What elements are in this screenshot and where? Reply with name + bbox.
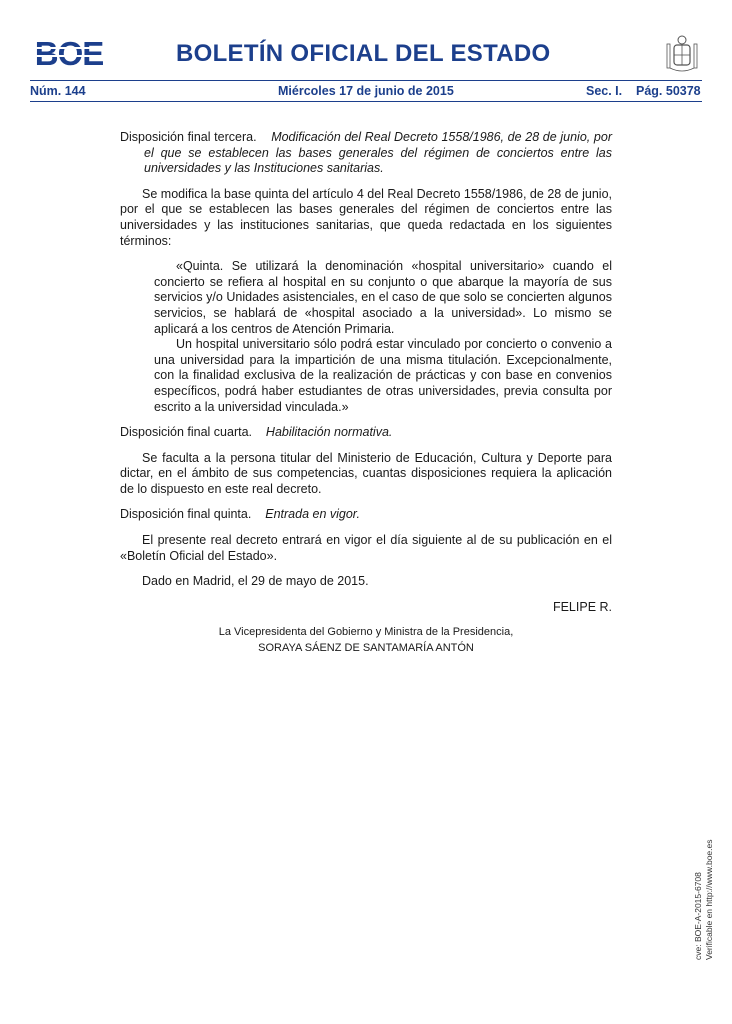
boe-logo [30,36,108,70]
d3-title: Modificación del Real Decreto 1558/1986, de 28 de junio, por el que se establecen las bases generales del régimen de conciertos entre las universidades y las Instituciones sanitarias. [144,130,612,176]
quote-paragraph-2: Un hospital universitario sólo podrá estar vinculado por concierto o convenio a una universidad para la impartición de una misma titulación. Excepcionalmente, con la finalidad exclusiva de la realización de prácticas y con base en convenios específicos, podrá haber estudiantes de otras universidades, previa consulta por escrito a la universidad vinculada.» [154,337,612,414]
signatory-role: La Vicepresidenta del Gobierno y Ministra de la Presidencia, [218,626,514,638]
issue-number: Núm. 144 [30,84,86,98]
verification-svg [687,830,717,960]
d5-heading [120,507,612,523]
d4-heading [120,425,612,441]
issue-date: Miércoles 17 de junio de 2015 [278,84,454,98]
signatory-name: SORAYA SÁENZ DE SANTAMARÍA ANTÓN [258,642,474,654]
coat-of-arms-icon [662,34,702,74]
d5-label: Disposición final quinta. [120,507,252,522]
logo-text: BOE [34,36,104,70]
page-header [30,34,702,76]
verify-url: Verificable en http://www.boe.es [704,839,714,960]
d4-label: Disposición final cuarta. [120,425,253,440]
section-label: Sec. I. [586,84,623,98]
d5-paragraph: El presente real decreto entrará en vigor el día siguiente al de su publicación en el «Boletín Oficial del Estado». [120,533,612,563]
quoted-base [120,259,612,415]
quote-paragraph-1: «Quinta. Se utilizará la denominación «hospital universitario» cuando el concierto se refiera al hospital en su conjunto o que abarque la mayoría de sus servicios y/o Unidades asistenciales, en el caso de que solo se concierten algunos servicios, se hablará de «hospital asociado a la universidad». Lo mismo se aplicará a los centros de Atención Primaria. [154,259,612,336]
document-body [120,130,612,615]
cve-code: cve: BOE-A-2015-6708 [693,872,703,960]
d5-title: Entrada en vigor. [265,507,360,522]
d4-paragraph: Se faculta a la persona titular del Ministerio de Educación, Cultura y Deporte para dictar, en el ámbito de sus competencias, cuantas disposiciones requiera la aplicación de lo dispuesto en este real decreto. [120,450,612,496]
page-number: Pág. 50378 [636,84,701,98]
king-signature: FELIPE R. [552,599,612,614]
header-rule-top [30,80,702,81]
d3-label: Disposición final tercera. [120,130,257,144]
verification-code [687,830,717,960]
d3-paragraph: Se modifica la base quinta del artículo 4 del Real Decreto 1558/1986, de 28 de junio, por el que se establecen las bases generales del régimen de conciertos entre las universidades y las instituciones sanitarias, que queda redactada en los siguientes términos: [120,186,612,248]
dated-line: Dado en Madrid, el 29 de mayo de 2015. [142,574,369,589]
d3-heading [120,130,612,177]
d4-title: Habilitación normativa. [265,425,393,440]
header-rule-bottom [30,101,702,102]
page-title: BOLETÍN OFICIAL DEL ESTADO [176,40,551,67]
